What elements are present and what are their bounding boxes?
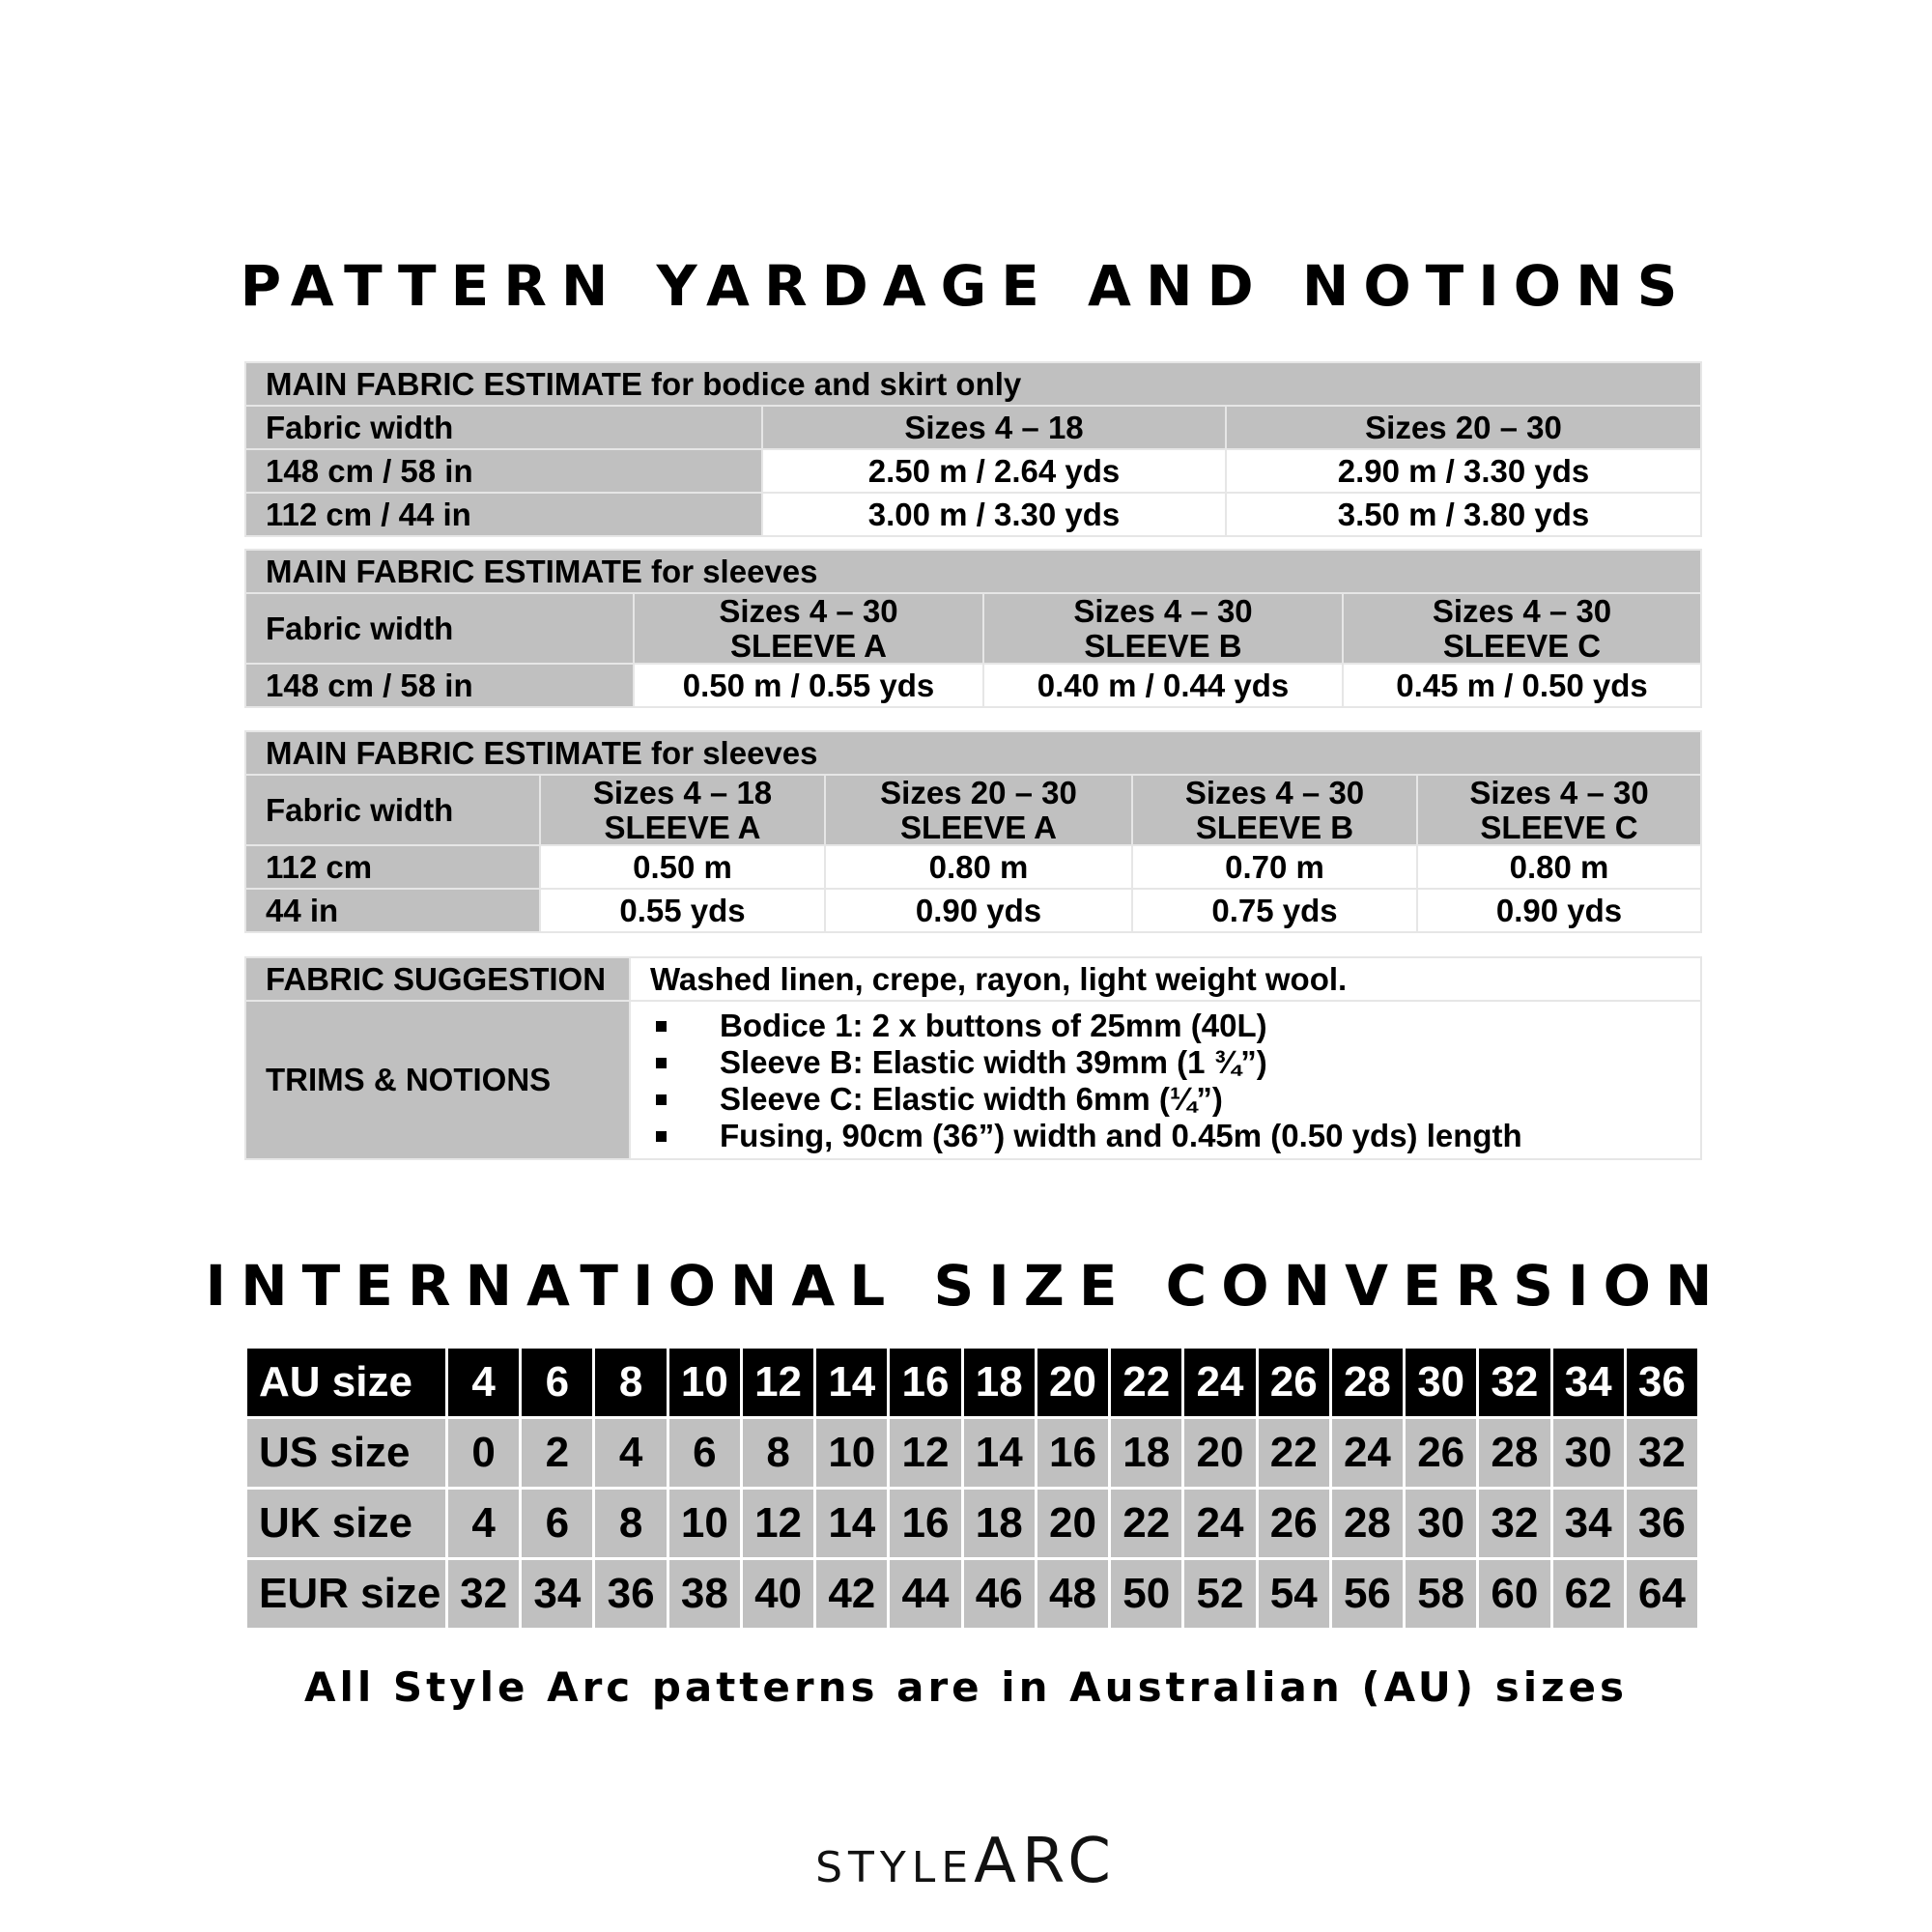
yardage-cell: 0.80 m — [825, 845, 1132, 889]
fabric-width-cell: 148 cm / 58 in — [245, 449, 762, 493]
yardage-cell: 2.90 m / 3.30 yds — [1226, 449, 1701, 493]
table-header: MAIN FABRIC ESTIMATE for sleeves — [245, 731, 1701, 775]
size-cell: 14 — [815, 1489, 889, 1559]
yardage-cell: 3.00 m / 3.30 yds — [762, 493, 1226, 536]
conversion-title: INTERNATIONAL SIZE CONVERSION — [205, 1253, 1727, 1319]
size-cell: 0 — [447, 1418, 521, 1489]
size-cell: 26 — [1257, 1489, 1330, 1559]
sleeve-column-header — [825, 775, 1132, 845]
size-cell: 4 — [594, 1418, 668, 1489]
list-item: Fusing, 90cm (36”) width and 0.45m (0.50 yds) length — [650, 1118, 1700, 1154]
size-cell: 26 — [1405, 1418, 1478, 1489]
size-row — [246, 1348, 1699, 1418]
yardage-cell: 0.90 yds — [1417, 889, 1701, 932]
size-cell: 32 — [1625, 1418, 1698, 1489]
table-header: MAIN FABRIC ESTIMATE for sleeves — [245, 550, 1701, 593]
size-cell: 48 — [1036, 1559, 1109, 1630]
list-item: Bodice 1: 2 x buttons of 25mm (40L) — [650, 1008, 1700, 1044]
trims-notions-label: TRIMS & NOTIONS — [245, 1001, 630, 1159]
size-cell: 8 — [741, 1418, 814, 1489]
table-row — [245, 493, 1701, 536]
yardage-title: PATTERN YARDAGE AND NOTIONS — [240, 253, 1692, 319]
size-cell: 34 — [1551, 1348, 1625, 1418]
trims-notions-list — [631, 1002, 1700, 1158]
size-cell: 8 — [594, 1348, 668, 1418]
size-cell: 20 — [1036, 1348, 1109, 1418]
size-cell: 24 — [1330, 1418, 1404, 1489]
size-range: Sizes 4 – 30 — [1184, 775, 1365, 810]
size-row — [246, 1489, 1699, 1559]
sleeve-label: SLEEVE C — [1442, 627, 1602, 664]
size-cell: 6 — [521, 1489, 594, 1559]
size-cell: 24 — [1183, 1489, 1257, 1559]
size-cell: 30 — [1405, 1348, 1478, 1418]
size-cell: 18 — [1110, 1418, 1183, 1489]
yardage-cell: 0.45 m / 0.50 yds — [1343, 664, 1701, 707]
size-row — [246, 1559, 1699, 1630]
size-cell: 12 — [741, 1348, 814, 1418]
yardage-cell: 2.50 m / 2.64 yds — [762, 449, 1226, 493]
size-range: Sizes 20 – 30 — [880, 775, 1077, 810]
size-cell: 34 — [1551, 1489, 1625, 1559]
fabric-suggestion-text: Washed linen, crepe, rayon, light weight wool. — [630, 957, 1701, 1001]
size-cell: 22 — [1257, 1418, 1330, 1489]
size-cell: 60 — [1478, 1559, 1551, 1630]
size-cell: 54 — [1257, 1559, 1330, 1630]
size-cell: 32 — [1478, 1348, 1551, 1418]
sleeve-label: SLEEVE A — [730, 627, 887, 664]
size-cell: 10 — [668, 1489, 741, 1559]
size-cell: 32 — [447, 1559, 521, 1630]
logo-style: STYLE — [815, 1843, 975, 1892]
size-cell: 36 — [594, 1559, 668, 1630]
size-cell: 10 — [668, 1348, 741, 1418]
size-cell: 2 — [521, 1418, 594, 1489]
sleeve-label: SLEEVE B — [1195, 809, 1354, 845]
yardage-cell: 0.50 m / 0.55 yds — [634, 664, 983, 707]
list-item: Sleeve B: Elastic width 39mm (1 ¾”) — [650, 1044, 1700, 1081]
style-arc-logo — [0, 1826, 1932, 1897]
size-range: Sizes 4 – 30 — [1432, 593, 1612, 629]
size-cell: 16 — [889, 1348, 962, 1418]
size-cell: 32 — [1478, 1489, 1551, 1559]
size-cell: 8 — [594, 1489, 668, 1559]
table-row — [245, 889, 1701, 932]
size-cell: 28 — [1330, 1348, 1404, 1418]
size-cell: 20 — [1183, 1418, 1257, 1489]
size-cell: 14 — [962, 1418, 1036, 1489]
size-row-label: EUR size — [246, 1559, 447, 1630]
size-cell: 40 — [741, 1559, 814, 1630]
size-cell: 16 — [889, 1489, 962, 1559]
size-range: Sizes 4 – 30 — [1469, 775, 1649, 810]
fabric-width-label: Fabric width — [245, 593, 634, 664]
size-cell: 28 — [1330, 1489, 1404, 1559]
table-header: MAIN FABRIC ESTIMATE for bodice and skirt only — [245, 362, 1701, 406]
list-item: Sleeve C: Elastic width 6mm (¼”) — [650, 1081, 1700, 1118]
size-cell: 18 — [962, 1489, 1036, 1559]
size-cell: 28 — [1478, 1418, 1551, 1489]
size-row-label: US size — [246, 1418, 447, 1489]
yardage-cell: 0.40 m / 0.44 yds — [983, 664, 1343, 707]
size-cell: 20 — [1036, 1489, 1109, 1559]
size-cell: 50 — [1110, 1559, 1183, 1630]
size-cell: 58 — [1405, 1559, 1478, 1630]
size-cell: 46 — [962, 1559, 1036, 1630]
sleeve-column-header — [634, 593, 983, 664]
size-cell: 42 — [815, 1559, 889, 1630]
sleeve-label: SLEEVE C — [1480, 809, 1638, 845]
size-cell: 12 — [741, 1489, 814, 1559]
yardage-cell: 0.55 yds — [540, 889, 825, 932]
size-cell: 22 — [1110, 1348, 1183, 1418]
fabric-width-cell: 112 cm — [245, 845, 540, 889]
logo-arc: ARC — [974, 1826, 1117, 1897]
au-sizes-note: All Style Arc patterns are in Australian (AU) sizes — [303, 1663, 1629, 1711]
yardage-cell: 0.90 yds — [825, 889, 1132, 932]
sleeve-column-header — [1132, 775, 1417, 845]
bodice-skirt-table — [244, 361, 1702, 537]
table-row — [245, 845, 1701, 889]
yardage-cell: 0.80 m — [1417, 845, 1701, 889]
size-column-header: Sizes 20 – 30 — [1226, 406, 1701, 449]
size-cell: 30 — [1405, 1489, 1478, 1559]
size-cell: 38 — [668, 1559, 741, 1630]
trims-notions-list-cell — [630, 1001, 1701, 1159]
size-cell: 4 — [447, 1348, 521, 1418]
size-cell: 12 — [889, 1418, 962, 1489]
table-row — [245, 449, 1701, 493]
fabric-width-cell: 148 cm / 58 in — [245, 664, 634, 707]
size-cell: 16 — [1036, 1418, 1109, 1489]
sleeve-label: SLEEVE B — [1084, 627, 1242, 664]
yardage-cell: 0.75 yds — [1132, 889, 1417, 932]
size-cell: 36 — [1625, 1489, 1698, 1559]
size-cell: 56 — [1330, 1559, 1404, 1630]
table-row — [245, 664, 1701, 707]
size-cell: 14 — [815, 1348, 889, 1418]
fabric-width-cell: 112 cm / 44 in — [245, 493, 762, 536]
size-range: Sizes 4 – 30 — [1073, 593, 1253, 629]
fabric-width-label: Fabric width — [245, 406, 762, 449]
size-column-header: Sizes 4 – 18 — [762, 406, 1226, 449]
size-cell: 62 — [1551, 1559, 1625, 1630]
size-cell: 34 — [521, 1559, 594, 1630]
fabric-width-label: Fabric width — [245, 775, 540, 845]
size-cell: 24 — [1183, 1348, 1257, 1418]
sleeve-column-header — [540, 775, 825, 845]
size-cell: 52 — [1183, 1559, 1257, 1630]
size-cell: 36 — [1625, 1348, 1698, 1418]
fabric-suggestion-label: FABRIC SUGGESTION — [245, 957, 630, 1001]
size-cell: 26 — [1257, 1348, 1330, 1418]
size-range: Sizes 4 – 30 — [719, 593, 898, 629]
size-row — [246, 1418, 1699, 1489]
size-conversion-table — [244, 1346, 1700, 1631]
notions-table — [244, 956, 1702, 1160]
size-cell: 30 — [1551, 1418, 1625, 1489]
size-cell: 6 — [668, 1418, 741, 1489]
yardage-cell: 0.70 m — [1132, 845, 1417, 889]
size-cell: 10 — [815, 1418, 889, 1489]
size-row-label: UK size — [246, 1489, 447, 1559]
yardage-cell: 0.50 m — [540, 845, 825, 889]
sleeve-label: SLEEVE A — [604, 809, 761, 845]
sleeve-label: SLEEVE A — [900, 809, 1057, 845]
sleeve-column-header — [983, 593, 1343, 664]
size-cell: 44 — [889, 1559, 962, 1630]
fabric-width-cell: 44 in — [245, 889, 540, 932]
sleeve-column-header — [1343, 593, 1701, 664]
size-row-label: AU size — [246, 1348, 447, 1418]
sleeve-column-header — [1417, 775, 1701, 845]
size-cell: 18 — [962, 1348, 1036, 1418]
size-cell: 64 — [1625, 1559, 1698, 1630]
size-cell: 6 — [521, 1348, 594, 1418]
yardage-cell: 3.50 m / 3.80 yds — [1226, 493, 1701, 536]
sleeves-148-table — [244, 549, 1702, 708]
size-cell: 22 — [1110, 1489, 1183, 1559]
size-cell: 4 — [447, 1489, 521, 1559]
size-range: Sizes 4 – 18 — [592, 775, 773, 810]
sleeves-112-table — [244, 730, 1702, 933]
